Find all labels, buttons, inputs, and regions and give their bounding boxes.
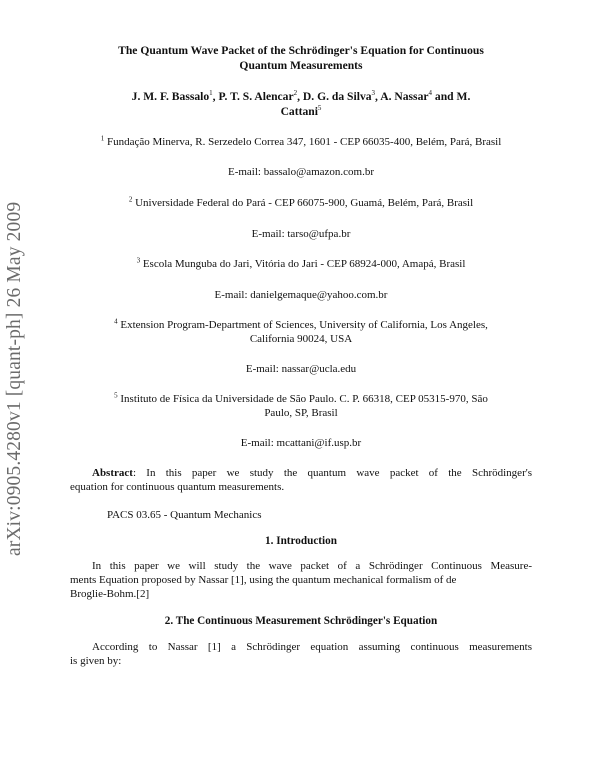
affiliation-4-email: E-mail: nassar@ucla.edu (245, 363, 357, 375)
affiliation-5-address-line-2: Paulo, SP, Brasil (264, 407, 338, 419)
affiliation-1-address: $^1$ Fundação Minerva, R. Serzedelo Correa 347, 1601 - CEP 66035-400, Belém, Pará, Brasil (100, 134, 502, 148)
author-marker-1: 1 (209, 89, 213, 98)
arxiv-identifier-stamp: arXiv:0905.4280v1 [quant-ph] 26 May 2009 (4, 201, 25, 556)
affiliation-1 (70, 135, 532, 149)
author-line-1 (70, 89, 532, 104)
affiliation-2-email: E-mail: tarso@ufpa.br (251, 228, 351, 240)
section-1-line-3: Broglie-Bohm.[2] (70, 588, 150, 600)
section-1-line-2: ments Equation proposed by Nassar [1], using the quantum mechanical formalism of de (70, 574, 457, 586)
affiliation-5 (70, 392, 532, 420)
affiliation-5-email: E-mail: mcattani@if.usp.br (240, 437, 362, 449)
pacs-code: PACS 03.65 - Quantum Mechanics (107, 509, 262, 521)
affiliation-3-address: $^3$ Escola Munguba do Jari, Vitória do Jari - CEP 68924-000, Amapá, Brasil (136, 256, 466, 270)
author-marker-3: 3 (371, 89, 376, 98)
author-and-m: and M. (432, 90, 471, 103)
section-1-line-1: In this paper we will study the wave packet of a Schrödinger Continuous Measure- (92, 560, 532, 572)
author-marker-4: 4 (428, 89, 433, 98)
title-line-2: Quantum Measurements (239, 58, 363, 72)
abstract-label: Abstract (92, 467, 133, 479)
section-1-body (70, 559, 532, 601)
affiliation-3-marker: 3 (136, 256, 141, 265)
author-marker-5: 5 (317, 104, 322, 113)
abstract (70, 466, 532, 494)
author-marker-2: 2 (293, 89, 298, 98)
affiliation-4-address-line-2: California 90024, USA (249, 333, 353, 345)
author-alencar: , P. T. S. Alencar (212, 90, 294, 103)
affiliation-3-email: E-mail: danielgemaque@yahoo.com.br (214, 289, 388, 301)
section-2-heading: 2. The Continuous Measurement Schrödinger's Equation (164, 615, 438, 627)
title-line-1: The Quantum Wave Packet of the Schrödinger's Equation for Continuous (118, 44, 484, 57)
section-2-body (70, 640, 532, 668)
affiliation-5-marker: 5 (114, 391, 118, 400)
author-cattani: Cattani (280, 105, 318, 118)
affiliation-4-marker: 4 (114, 317, 118, 326)
affiliation-2-address: $^2$ Universidade Federal do Pará - CEP 66075-900, Guamá, Belém, Pará, Brasil (128, 195, 474, 209)
paper-title (70, 44, 532, 73)
affiliation-2 (70, 196, 532, 210)
author-list (70, 89, 532, 119)
abstract-line-1: Abstract: In this paper we study the quantum wave packet of the Schrödinger's (92, 467, 532, 479)
abstract-line-2: equation for continuous quantum measurements. (70, 481, 285, 493)
affiliation-5-address-line-1: $^5$ Instituto de Física da Universidade de São Paulo. C. P. 66318, CEP 05315-970, São (114, 391, 488, 405)
affiliation-4 (70, 318, 532, 346)
author-bassalo: J. M. F. Bassalo (131, 90, 210, 103)
author-da-silva: , D. G. da Silva (297, 90, 372, 103)
author-nassar: , A. Nassar (375, 90, 429, 103)
section-1-heading: 1. Introduction (265, 535, 337, 547)
affiliation-4-address-line-1: $^4$ Extension Program-Department of Sciences, University of California, Los Angeles, (114, 317, 488, 331)
affiliation-1-email: E-mail: bassalo@amazon.com.br (227, 166, 375, 178)
affiliation-1-marker: 1 (100, 134, 105, 143)
affiliation-2-marker: 2 (128, 195, 133, 204)
affiliation-3 (70, 257, 532, 271)
author-line-2 (70, 104, 532, 119)
section-2-line-1: According to Nassar [1] a Schrödinger equation assuming continuous measurements (92, 641, 532, 653)
section-2-line-2: is given by: (70, 655, 122, 667)
